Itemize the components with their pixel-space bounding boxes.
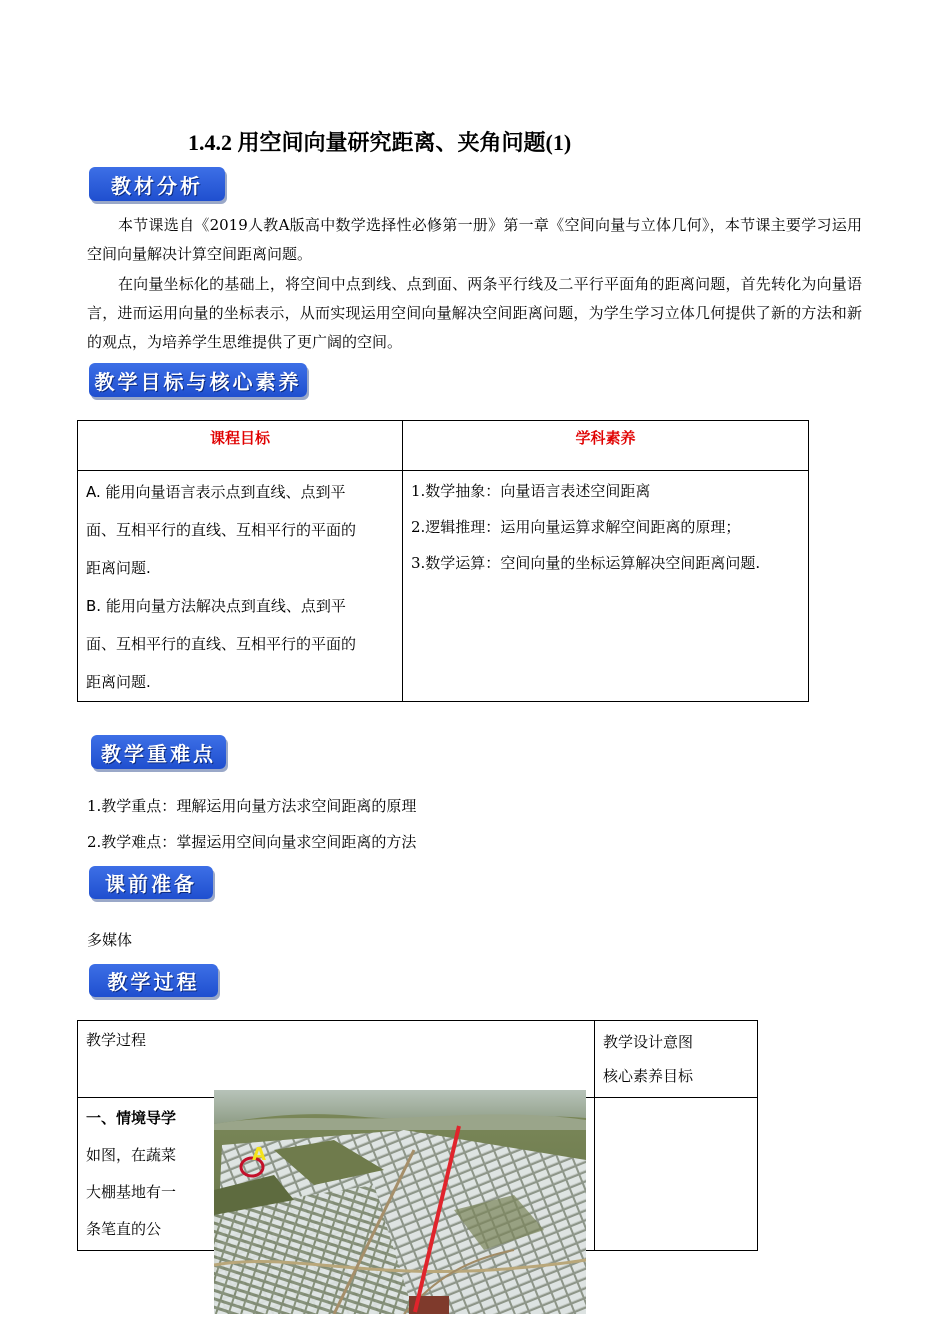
process-intro-cell: 一、情境导学 如图，在蔬菜 大棚基地有一 条笔直的公 [78,1098,595,1251]
key-point-difficulty: 2.教学难点：掌握运用空间向量求空间距离的方法 [87,833,417,851]
process-header-right: 教学设计意图 核心素养目标 [595,1021,758,1098]
analysis-paragraph-2: 在向量坐标化的基础上，将空间中点到线、点到面、两条平行线及二平行平面角的距离问题，首先转化为向量语言，进而运用向量的坐标表示，从而实现运用空间向量解决空间距离问题，为学生学习立体几何提供了新的方法和新的观点，为培养学生思维提供了更广阔的空间。 [87,275,862,351]
goals-header-literacy: 学科素养 [403,421,809,471]
objective-a: A. 能用向量语言表示点到直线、点到平 面、互相平行的直线、互相平行的平面的 距离问题. [86,483,357,577]
course-objectives-cell [78,471,403,702]
key-point-focus: 1.教学重点：理解运用向量方法求空间距离的原理 [87,797,417,815]
literacy-item: 1.数学抽象：向量语言表述空间距离 [411,482,651,500]
page-title: 1.4.2 用空间向量研究距离、夹角问题(1) [188,130,572,155]
literacy-item: 3.数学运算：空间向量的坐标运算解决空间距离问题. [411,554,761,572]
process-header-left: 教学过程 [78,1021,595,1098]
section-badge-prep: 课前准备 [89,866,213,899]
section-badge-analysis: 教材分析 [89,167,225,201]
point-a-label: A [252,1144,266,1165]
section-badge-goals: 教学目标与核心素养 [89,363,307,397]
section-badge-key-points: 教学重难点 [91,735,226,769]
literacy-cell [403,471,809,702]
process-design-cell [595,1098,758,1251]
intro-title: 一、情境导学 [86,1109,177,1127]
goals-table [77,420,809,702]
prep-text: 多媒体 [87,931,133,949]
section-badge-process: 教学过程 [89,964,218,997]
analysis-paragraph-1: 本节课选自《2019人教A版高中数学选择性必修第一册》第一章《空间向量与立体几何》，本节课主要学习运用空间向量解决计算空间距离问题。 [87,216,862,263]
literacy-item: 2.逻辑推理：运用向量运算求解空间距离的原理； [411,518,741,536]
greenhouse-aerial-photo [214,1090,586,1314]
goals-header-course: 课程目标 [78,421,403,471]
objective-b: B. 能用向量方法解决点到直线、点到平 面、互相平行的直线、互相平行的平面的 距离问题. [86,597,357,691]
